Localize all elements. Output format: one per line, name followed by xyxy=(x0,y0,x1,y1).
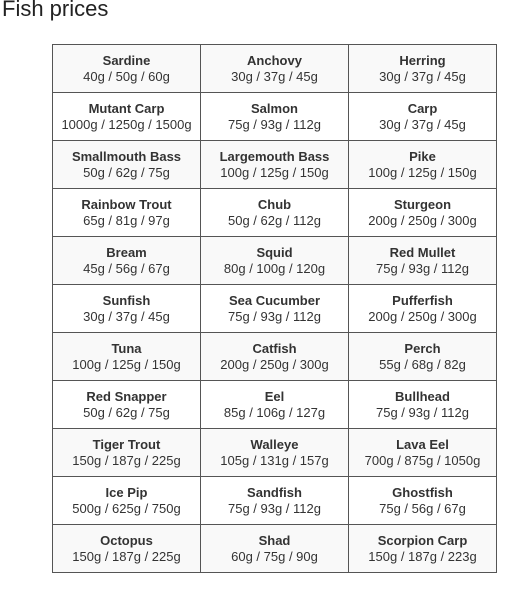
fish-name: Sea Cucumber xyxy=(228,292,321,308)
fish-price: 65g / 81g / 97g xyxy=(83,212,170,228)
fish-cell xyxy=(349,45,497,93)
fish-cell xyxy=(201,429,349,477)
fish-name: Squid xyxy=(256,244,293,260)
fish-cell xyxy=(53,285,201,333)
fish-cell xyxy=(53,381,201,429)
fish-price: 80g / 100g / 120g xyxy=(223,260,326,276)
fish-cell xyxy=(349,93,497,141)
table-row xyxy=(53,429,497,477)
fish-cell xyxy=(349,381,497,429)
fish-name: Lava Eel xyxy=(396,436,449,452)
fish-name: Anchovy xyxy=(247,52,302,68)
fish-cell xyxy=(201,93,349,141)
fish-price: 75g / 93g / 112g xyxy=(375,260,469,276)
fish-price: 200g / 250g / 300g xyxy=(368,308,477,324)
fish-price: 75g / 93g / 112g xyxy=(227,308,321,324)
fish-cell xyxy=(349,285,497,333)
table-row xyxy=(53,141,497,189)
fish-cell xyxy=(201,381,349,429)
fish-cell xyxy=(201,189,349,237)
fish-price-table-container xyxy=(52,44,497,589)
fish-cell xyxy=(201,525,349,573)
fish-cell xyxy=(349,189,497,237)
fish-name: Mutant Carp xyxy=(88,100,165,116)
fish-name: Rainbow Trout xyxy=(81,196,172,212)
fish-name: Red Mullet xyxy=(389,244,456,260)
fish-cell xyxy=(53,333,201,381)
table-row xyxy=(53,45,497,93)
fish-cell xyxy=(53,45,201,93)
fish-price: 200g / 250g / 300g xyxy=(220,356,329,372)
fish-cell xyxy=(201,333,349,381)
fish-price: 50g / 62g / 75g xyxy=(83,164,170,180)
fish-name: Bream xyxy=(106,244,147,260)
table-row xyxy=(53,525,497,573)
fish-price-table xyxy=(52,44,497,573)
fish-price: 105g / 131g / 157g xyxy=(220,452,329,468)
fish-price: 50g / 62g / 112g xyxy=(227,212,321,228)
fish-cell xyxy=(53,189,201,237)
fish-name: Ghostfish xyxy=(392,484,453,500)
fish-price: 40g / 50g / 60g xyxy=(83,68,170,84)
fish-name: Sandfish xyxy=(247,484,302,500)
fish-price: 85g / 106g / 127g xyxy=(223,404,326,420)
fish-name: Eel xyxy=(264,388,285,404)
fish-name: Octopus xyxy=(100,532,153,548)
fish-cell xyxy=(201,45,349,93)
page-title: Fish prices xyxy=(2,0,109,21)
fish-price: 30g / 37g / 45g xyxy=(83,308,170,324)
fish-cell xyxy=(349,141,497,189)
table-row xyxy=(53,237,497,285)
fish-cell xyxy=(53,237,201,285)
fish-price: 75g / 93g / 112g xyxy=(227,500,321,516)
fish-name: Tiger Trout xyxy=(92,436,161,452)
fish-name: Bullhead xyxy=(395,388,450,404)
table-row xyxy=(53,381,497,429)
fish-price: 150g / 187g / 225g xyxy=(72,548,181,564)
fish-price: 30g / 37g / 45g xyxy=(231,68,318,84)
fish-cell xyxy=(349,477,497,525)
fish-name: Herring xyxy=(399,52,446,68)
fish-cell xyxy=(53,141,201,189)
fish-name: Perch xyxy=(404,340,441,356)
fish-name: Smallmouth Bass xyxy=(71,148,182,164)
fish-name: Salmon xyxy=(251,100,298,116)
fish-name: Pufferfish xyxy=(392,292,453,308)
fish-price-table-body xyxy=(53,45,497,573)
fish-name: Sunfish xyxy=(102,292,151,308)
fish-price: 45g / 56g / 67g xyxy=(83,260,170,276)
fish-name: Tuna xyxy=(111,340,142,356)
fish-name: Shad xyxy=(258,532,291,548)
fish-price: 100g / 125g / 150g xyxy=(368,164,477,180)
fish-price: 1000g / 1250g / 1500g xyxy=(61,116,192,132)
fish-cell xyxy=(53,93,201,141)
fish-cell xyxy=(349,333,497,381)
fish-cell xyxy=(349,525,497,573)
fish-cell xyxy=(53,477,201,525)
fish-price: 150g / 187g / 223g xyxy=(368,548,477,564)
fish-cell xyxy=(349,429,497,477)
fish-name: Scorpion Carp xyxy=(377,532,468,548)
fish-price: 30g / 37g / 45g xyxy=(379,68,466,84)
fish-price: 50g / 62g / 75g xyxy=(83,404,170,420)
fish-cell xyxy=(201,141,349,189)
fish-cell xyxy=(201,237,349,285)
table-row xyxy=(53,477,497,525)
fish-price: 700g / 875g / 1050g xyxy=(364,452,481,468)
fish-name: Catfish xyxy=(252,340,297,356)
fish-name: Chub xyxy=(257,196,292,212)
table-row xyxy=(53,285,497,333)
fish-price: 100g / 125g / 150g xyxy=(220,164,329,180)
fish-price: 75g / 56g / 67g xyxy=(379,500,466,516)
fish-cell xyxy=(53,429,201,477)
fish-name: Largemouth Bass xyxy=(219,148,330,164)
fish-cell xyxy=(53,525,201,573)
fish-name: Carp xyxy=(407,100,438,116)
fish-cell xyxy=(201,285,349,333)
fish-name: Ice Pip xyxy=(105,484,148,500)
table-row xyxy=(53,93,497,141)
fish-price: 75g / 93g / 112g xyxy=(227,116,321,132)
fish-name: Sturgeon xyxy=(393,196,452,212)
fish-price: 75g / 93g / 112g xyxy=(375,404,469,420)
fish-name: Walleye xyxy=(250,436,299,452)
fish-price: 500g / 625g / 750g xyxy=(72,500,181,516)
fish-price: 30g / 37g / 45g xyxy=(379,116,466,132)
table-row xyxy=(53,333,497,381)
fish-cell xyxy=(349,237,497,285)
fish-price: 100g / 125g / 150g xyxy=(72,356,181,372)
fish-price: 150g / 187g / 225g xyxy=(72,452,181,468)
fish-name: Red Snapper xyxy=(86,388,167,404)
fish-name: Sardine xyxy=(102,52,151,68)
fish-price: 200g / 250g / 300g xyxy=(368,212,477,228)
table-row xyxy=(53,189,497,237)
fish-price: 60g / 75g / 90g xyxy=(231,548,318,564)
fish-price: 55g / 68g / 82g xyxy=(379,356,466,372)
fish-cell xyxy=(201,477,349,525)
fish-name: Pike xyxy=(409,148,436,164)
